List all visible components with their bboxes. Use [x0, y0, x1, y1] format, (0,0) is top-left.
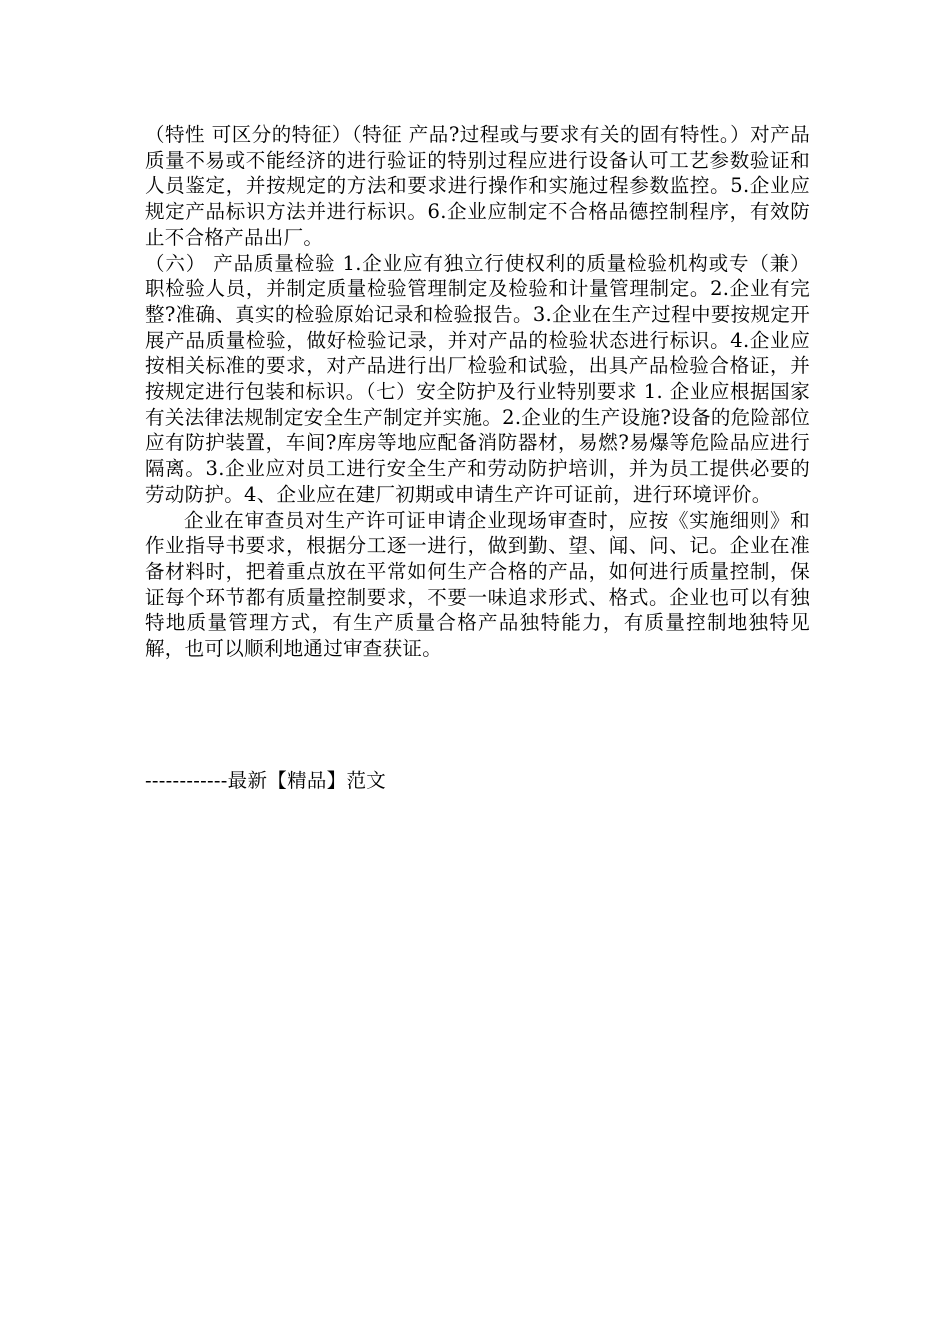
- paragraph-3: 企业在审查员对生产许可证申请企业现场审查时，应按《实施细则》和作业指导书要求，根据分工逐一进行，做到勤、望、闻、问、记。企业在准备材料时，把着重点放在平常如何生产合格的产品，如何进行质量控制，保证每个环节都有质量控制要求，不要一味追求形式、格式。企业也可以有独特地质量管理方式，有生产质量合格产品独特能力，有质量控制地独特见解，也可以顺利地通过审查获证。: [145, 508, 810, 661]
- paragraph-1: （特性 可区分的特征）（特征 产品?过程或与要求有关的固有特性。）对产品质量不易或不能经济的进行验证的特别过程应进行设备认可工艺参数验证和人员鉴定，并按规定的方法和要求进行操作和实施过程参数监控。5.企业应规定产品标识方法并进行标识。6.企业应制定不合格品德控制程序，有效防止不合格产品出厂。: [145, 123, 810, 249]
- document-body: [145, 122, 810, 662]
- paragraph-2: （六） 产品质量检验 1.企业应有独立行使权利的质量检验机构或专（兼）职检验人员，并制定质量检验管理制定及检验和计量管理制定。2.企业有完整?准确、真实的检验原始记录和检验报告。3.企业在生产过程中要按规定开展产品质量检验，做好检验记录，并对产品的检验状态进行标识。4.企业应按相关标准的要求，对产品进行出厂检验和试验，出具产品检验合格证，并按规定进行包装和标识。（七）安全防护及行业特别要求 1. 企业应根据国家有关法律法规制定安全生产制定并实施。2.企业的生产设施?设备的危险部位应有防护装置，车间?库房等地应配备消防器材，易燃?易爆等危险品应进行隔离。3.企业应对员工进行安全生产和劳动防护培训，并为员工提供必要的劳动防护。4、企业应在建厂初期或申请生产许可证前，进行环境评价。: [145, 251, 810, 506]
- footer-text: ------------最新【精品】范文: [145, 769, 387, 792]
